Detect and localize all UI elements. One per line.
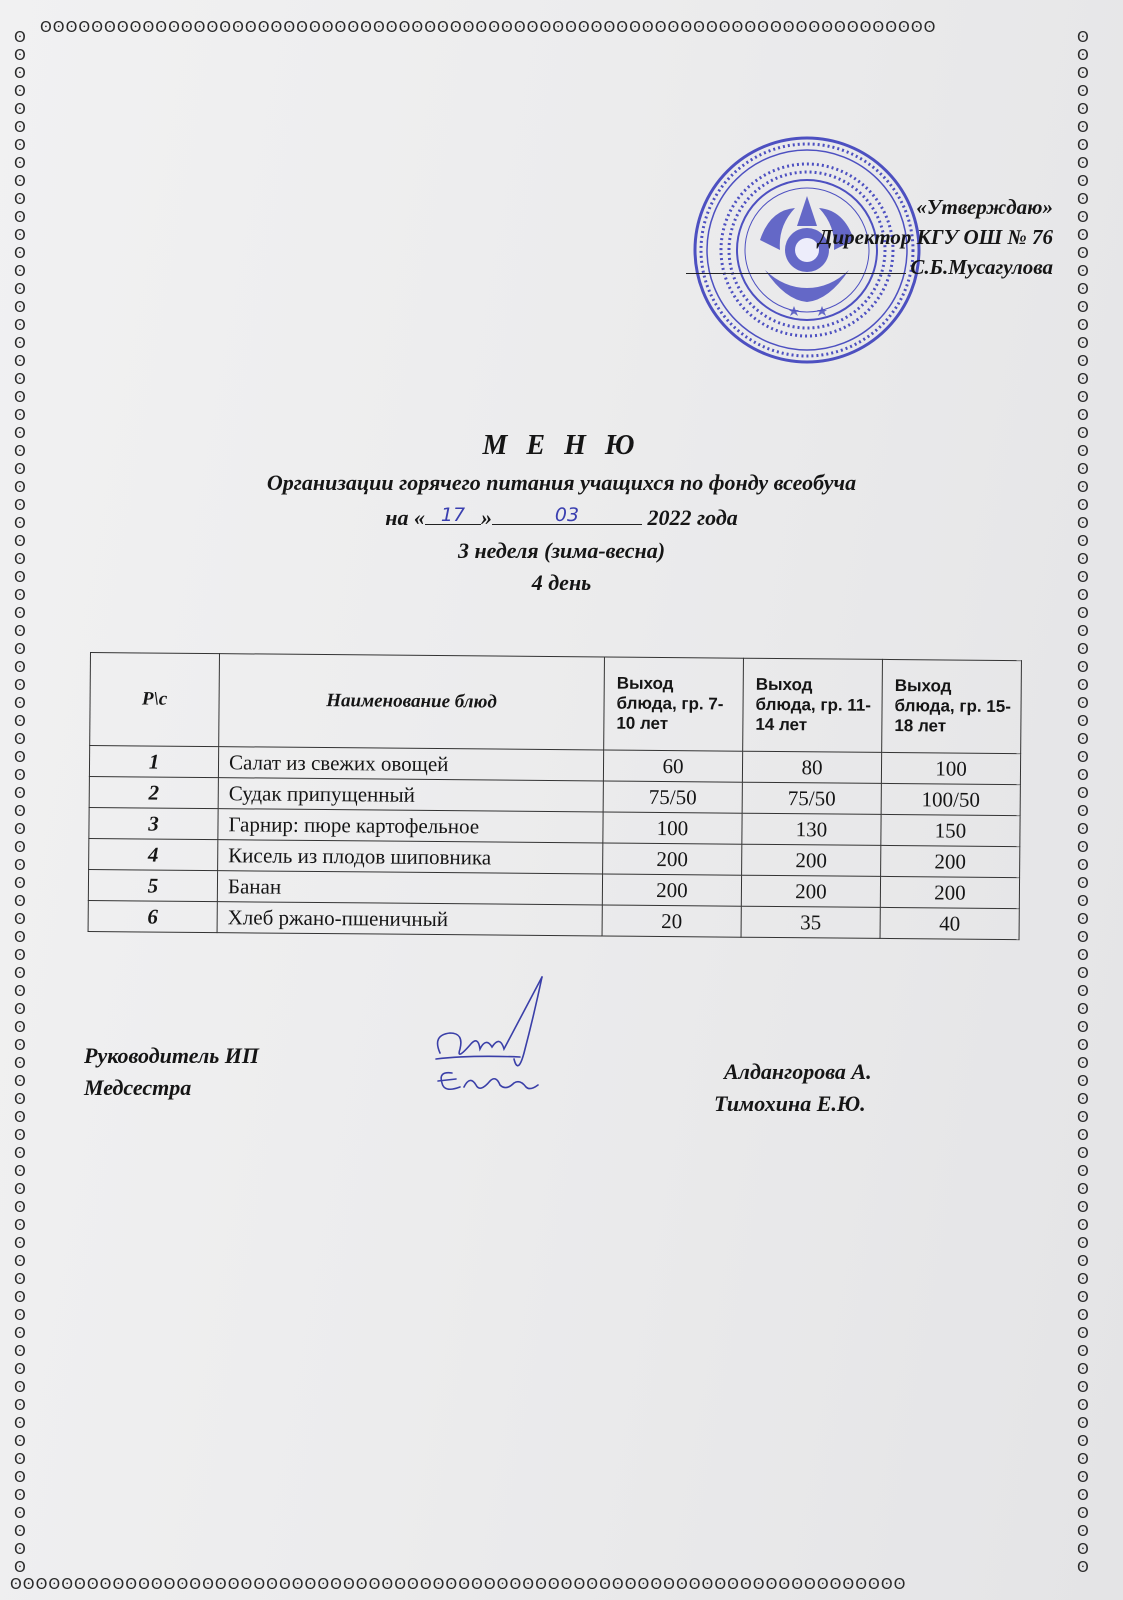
portion-11-14: 75/50 <box>742 782 881 814</box>
portion-15-18: 100/50 <box>881 783 1020 815</box>
date-mid: » <box>480 505 492 530</box>
date-day-blank <box>425 506 481 525</box>
approval-heading: «Утверждаю» <box>916 195 1053 219</box>
portion-15-18: 200 <box>880 876 1019 908</box>
menu-title: М Е Н Ю <box>482 430 641 461</box>
row-number: 4 <box>89 838 218 870</box>
portion-11-14: 35 <box>741 906 880 938</box>
header-number: Р\с <box>90 653 220 747</box>
approval-director-name: С.Б.Мусагулова <box>910 255 1053 279</box>
row-number: 2 <box>89 776 218 808</box>
portion-7-10: 20 <box>602 905 741 937</box>
nurse-name: Тимохина Е.Ю. <box>714 1091 866 1116</box>
left-border: ʘʘʘʘʘʘʘʘʘʘʘʘʘʘʘʘʘʘʘʘʘʘʘʘʘʘʘʘʘʘʘʘʘʘʘʘʘʘʘʘʘʘʘʘʘʘʘʘʘʘʘʘʘʘʘʘʘʘʘʘʘʘʘʘʘʘʘʘʘʘʘʘʘʘʘʘʘʘʘʘʘʘʘʘʘʘ <box>14 28 26 1573</box>
footer-roles <box>84 1040 259 1104</box>
dish-name: Хлеб ржано-пшеничный <box>217 902 602 936</box>
row-number: 1 <box>89 746 218 778</box>
menu-week: 3 неделя (зима-весна) <box>457 538 666 563</box>
approval-signature-line <box>686 255 906 274</box>
header-portion-7-10: Выход блюда, гр. 7-10 лет <box>604 657 744 751</box>
menu-table <box>88 652 1022 940</box>
date-month-handwritten: 03 <box>554 504 580 526</box>
portion-11-14: 80 <box>742 751 881 783</box>
portion-15-18: 40 <box>880 907 1019 939</box>
approval-position: Директор КГУ ОШ № 76 <box>818 225 1053 249</box>
bottom-border: ʘʘʘʘʘʘʘʘʘʘʘʘʘʘʘʘʘʘʘʘʘʘʘʘʘʘʘʘʘʘʘʘʘʘʘʘʘʘʘʘʘʘʘʘʘʘʘʘʘʘʘʘʘʘʘʘʘʘʘʘʘʘʘʘʘʘʘʘʘʘ <box>10 1575 907 1593</box>
menu-subtitle: Организации горячего питания учащихся по фонду всеобуча <box>266 470 857 495</box>
date-day-handwritten: 17 <box>440 504 466 526</box>
manager-name: Алдангорова А. <box>724 1059 872 1084</box>
menu-date <box>0 505 1123 531</box>
approval-block <box>686 192 1053 282</box>
role-nurse: Медсестра <box>84 1075 192 1100</box>
portion-15-18: 150 <box>881 814 1020 846</box>
top-border: ʘʘʘʘʘʘʘʘʘʘʘʘʘʘʘʘʘʘʘʘʘʘʘʘʘʘʘʘʘʘʘʘʘʘʘʘʘʘʘʘʘʘʘʘʘʘʘʘʘʘʘʘʘʘʘʘʘʘʘʘʘʘʘʘʘʘʘʘʘʘ <box>40 18 937 36</box>
dish-name: Судак припущенный <box>218 778 603 812</box>
portion-7-10: 200 <box>603 843 742 875</box>
table-header-row <box>90 653 1022 754</box>
menu-day: 4 день <box>531 570 592 595</box>
dish-name: Гарнир: пюре картофельное <box>218 809 603 843</box>
header-dish-name: Наименование блюд <box>219 654 605 750</box>
portion-15-18: 200 <box>881 845 1020 877</box>
date-suffix: 2022 года <box>647 505 738 530</box>
portion-11-14: 200 <box>741 875 880 907</box>
dish-name: Банан <box>217 871 602 905</box>
portion-7-10: 60 <box>603 750 742 782</box>
portion-11-14: 130 <box>742 813 881 845</box>
portion-7-10: 100 <box>603 812 742 844</box>
right-border: ʘʘʘʘʘʘʘʘʘʘʘʘʘʘʘʘʘʘʘʘʘʘʘʘʘʘʘʘʘʘʘʘʘʘʘʘʘʘʘʘʘʘʘʘʘʘʘʘʘʘʘʘʘʘʘʘʘʘʘʘʘʘʘʘʘʘʘʘʘʘʘʘʘʘʘʘʘʘʘʘʘʘʘʘʘʘ <box>1077 28 1089 1573</box>
dish-name: Кисель из плодов шиповника <box>218 840 603 874</box>
date-prefix: на « <box>385 505 425 530</box>
portion-7-10: 75/50 <box>603 781 742 813</box>
handwritten-signature <box>430 975 550 1115</box>
portion-7-10: 200 <box>602 874 741 906</box>
role-manager: Руководитель ИП <box>84 1043 260 1068</box>
portion-15-18: 100 <box>881 752 1020 784</box>
date-month-blank <box>492 506 642 525</box>
row-number: 5 <box>88 869 217 901</box>
row-number: 3 <box>89 807 218 839</box>
portion-11-14: 200 <box>742 844 881 876</box>
header-portion-15-18: Выход блюда, гр. 15-18 лет <box>882 659 1022 753</box>
footer-names <box>714 1056 872 1120</box>
row-number: 6 <box>88 900 217 932</box>
header-portion-11-14: Выход блюда, гр. 11-14 лет <box>743 658 883 752</box>
dish-name: Салат из свежих овощей <box>218 747 603 781</box>
